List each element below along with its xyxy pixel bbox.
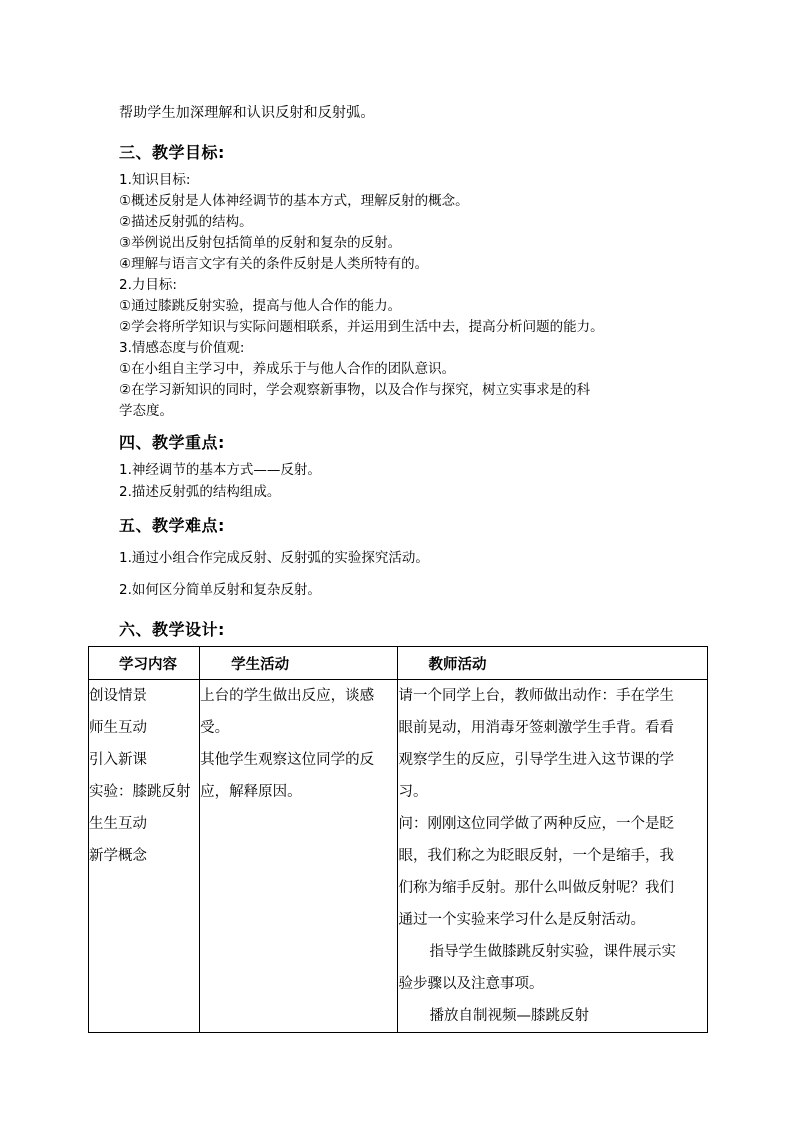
column-header-content: 学习内容: [89, 647, 200, 680]
cell-line: 通过一个实验来学习什么是反射活动。: [398, 912, 645, 928]
cell-line: 验步骤以及注意事项。: [398, 976, 544, 992]
cell-line: 上台的学生做出反应，谈感: [200, 688, 375, 704]
key-point-line: 2.描述反射弧的结构组成。: [119, 484, 281, 500]
key-point-line: 1.神经调节的基本方式——反射。: [119, 462, 321, 478]
cell-line: 播放自制视频—膝跳反射: [429, 1008, 589, 1024]
objective-line: ②学会将所学知识与实际问题相联系，并运用到生活中去，提高分析问题的能力。: [119, 319, 604, 335]
cell-line: 生生互动: [89, 816, 147, 832]
objective-line: ①概述反射是人体神经调节的基本方式，理解反射的概念。: [119, 193, 469, 209]
student-activity-cell: [200, 680, 398, 1033]
cell-line: 受。: [200, 720, 230, 736]
objective-line: ③举例说出反射包括简单的反射和复杂的反射。: [119, 235, 402, 251]
cell-line: 请一个同学上台，教师做出动作：手在学生: [398, 688, 674, 704]
section4-heading: 四、教学重点:: [119, 433, 225, 452]
objective-line: ②在学习新知识的同时，学会观察新事物，以及合作与探究，树立实事求是的科: [119, 382, 591, 398]
cell-line: 应，解释原因。: [200, 784, 302, 800]
cell-line: 创设情景: [89, 688, 147, 704]
objective-line: 2.力目标:: [119, 277, 177, 293]
objective-line: 学态度。: [119, 403, 173, 419]
column-header-teacher: 教师活动: [398, 647, 708, 680]
section3-heading: 三、教学目标:: [119, 143, 225, 162]
teacher-activity-cell: [398, 680, 708, 1033]
cell-line: 习。: [398, 784, 428, 800]
cell-line: 师生互动: [89, 720, 147, 736]
content-cell: [89, 680, 200, 1033]
objective-line: ①在小组自主学习中，养成乐于与他人合作的团队意识。: [119, 361, 456, 377]
cell-line: 们称为缩手反射。那什么叫做反射呢？我们: [398, 880, 674, 896]
objective-line: ②描述反射弧的结构。: [119, 214, 253, 230]
difficulty-line: 1.通过小组合作完成反射、反射弧的实验探究活动。: [119, 550, 429, 566]
cell-line: 引入新课: [89, 752, 147, 768]
cell-line: 眼，我们称之为眨眼反射，一个是缩手，我: [398, 848, 674, 864]
difficulty-line: 2.如何区分简单反射和复杂反射。: [119, 582, 321, 598]
cell-line: 问：刚刚这位同学做了两种反应，一个是眨: [398, 816, 674, 832]
objective-line: ①通过膝跳反射实验，提高与他人合作的能力。: [119, 298, 402, 314]
cell-line: 其他学生观察这位同学的反: [200, 752, 375, 768]
objective-line: 3.情感态度与价值观:: [119, 340, 245, 356]
section6-heading: 六、教学设计:: [119, 620, 225, 639]
cell-line: 新学概念: [89, 848, 147, 864]
cell-line: 指导学生做膝跳反射实验，课件展示实: [429, 944, 676, 960]
column-header-student: 学生活动: [200, 647, 398, 680]
intro-tail: 帮助学生加深理解和认识反射和反射弧。: [119, 105, 375, 121]
cell-line: 实验：膝跳反射: [89, 784, 191, 800]
teaching-design-table: [88, 646, 708, 1033]
section5-heading: 五、教学难点:: [119, 516, 225, 535]
objective-line: 1.知识目标:: [119, 172, 191, 188]
table-row: [89, 680, 708, 1033]
objective-line: ④理解与语言文字有关的条件反射是人类所特有的。: [119, 256, 429, 272]
cell-line: 眼前晃动，用消毒牙签刺激学生手背。看看: [398, 720, 674, 736]
table-header-row: [89, 647, 708, 680]
cell-line: 观察学生的反应，引导学生进入这节课的学: [398, 752, 674, 768]
